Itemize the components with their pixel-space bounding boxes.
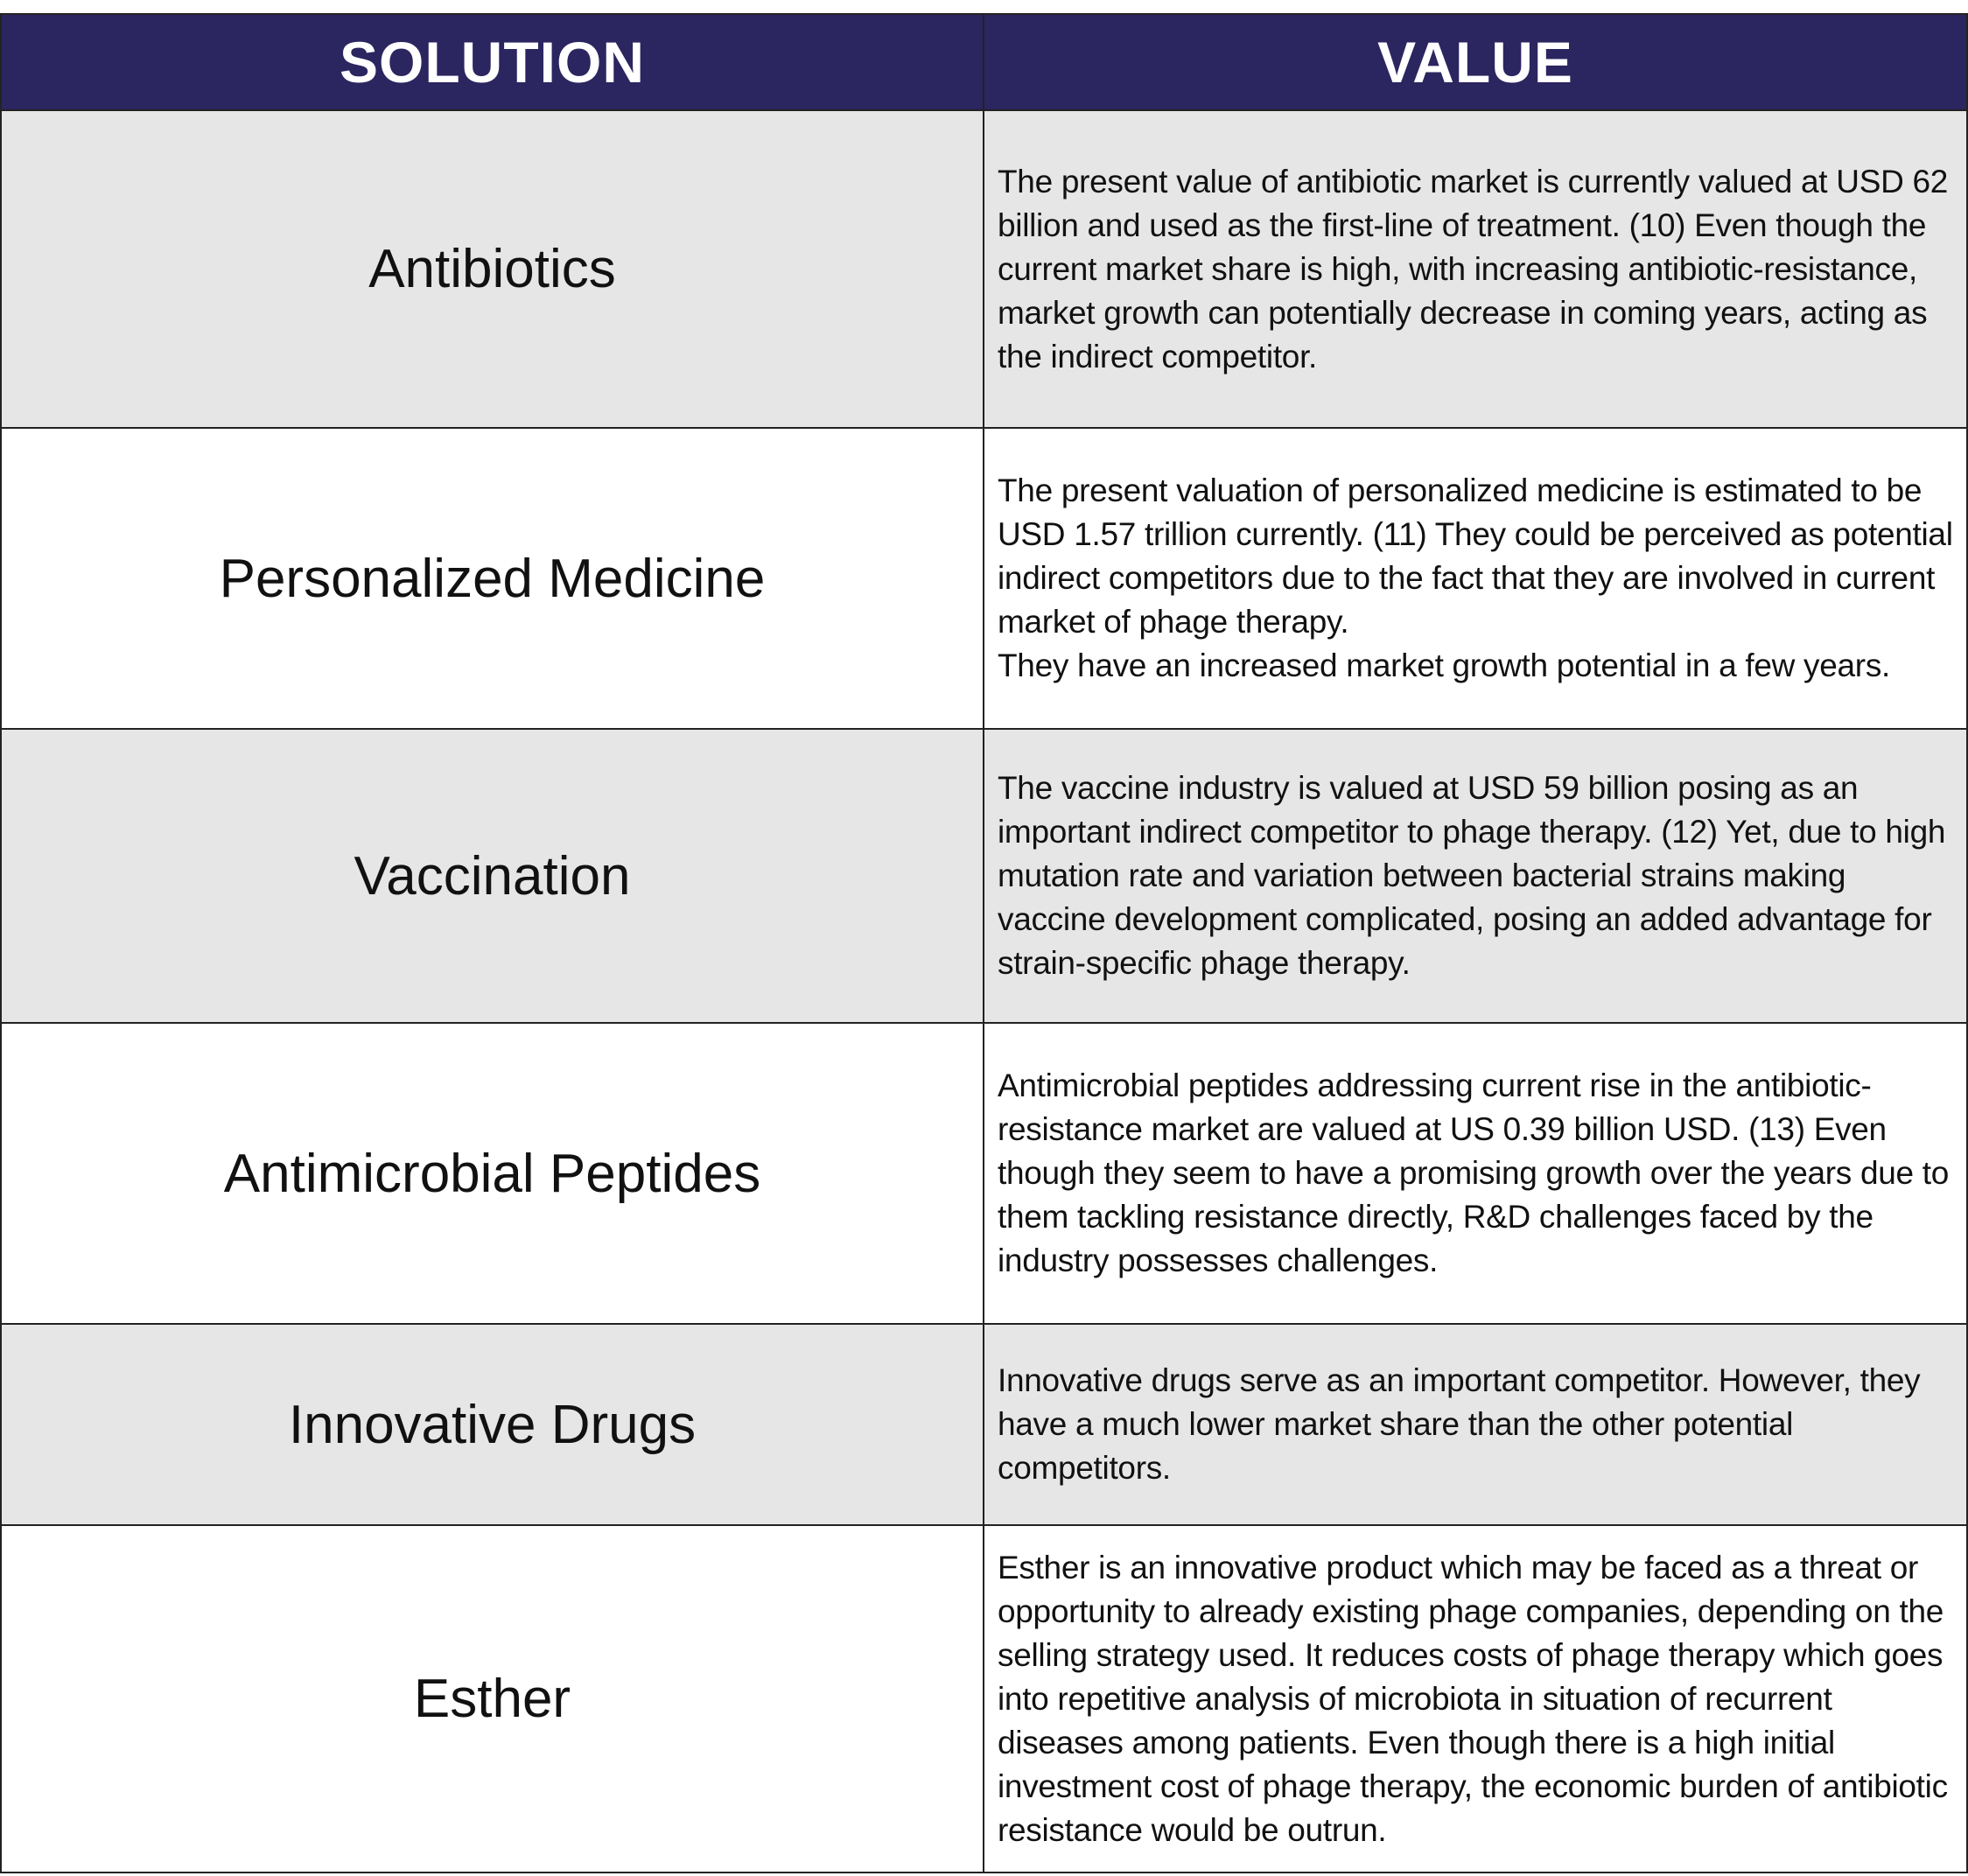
solution-cell: Personalized Medicine xyxy=(1,428,984,729)
value-cell: The present value of antibiotic market is currently valued at USD 62 billion and used as the first-line of treatment. (10) Even though the current market share is high, with increasing antibiotic-resistance, market growth can potentially decrease in coming years, acting as the indirect competitor. xyxy=(984,110,1967,428)
solution-cell: Esther xyxy=(1,1525,984,1872)
table-row xyxy=(1,428,1967,729)
value-column-header: VALUE xyxy=(984,14,1967,110)
table-row xyxy=(1,1324,1967,1525)
table-row xyxy=(1,1023,1967,1324)
value-cell: Innovative drugs serve as an important competitor. However, they have a much lower market share than the other potential competitors. xyxy=(984,1324,1967,1525)
solution-cell: Vaccination xyxy=(1,729,984,1023)
table-row xyxy=(1,1525,1967,1872)
header-row xyxy=(1,14,1967,110)
table-row xyxy=(1,729,1967,1023)
solution-cell: Antimicrobial Peptides xyxy=(1,1023,984,1324)
value-cell: The present valuation of personalized medicine is estimated to be USD 1.57 trillion currently. (11) They could be perceived as potential indirect competitors due to the fact that they are involved in current market of phage therapy. They have an increased market growth potential in a few years. xyxy=(984,428,1967,729)
value-cell: Esther is an innovative product which may be faced as a threat or opportunity to already existing phage companies, depending on the selling strategy used. It reduces costs of phage therapy which goes into repetitive analysis of microbiota in situation of recurrent diseases among patients. Even though there is a high initial investment cost of phage therapy, the economic burden of antibiotic resistance would be outrun. xyxy=(984,1525,1967,1872)
solution-cell: Antibiotics xyxy=(1,110,984,428)
table-row xyxy=(1,110,1967,428)
value-cell: The vaccine industry is valued at USD 59 billion posing as an important indirect competitor to phage therapy. (12) Yet, due to high mutation rate and variation between bacterial strains making vaccine development complicated, posing an added advantage for strain-specific phage therapy. xyxy=(984,729,1967,1023)
solution-cell: Innovative Drugs xyxy=(1,1324,984,1525)
value-cell: Antimicrobial peptides addressing current rise in the antibiotic-resistance market are valued at US 0.39 billion USD. (13) Even though they seem to have a promising growth over the years due to them tackling resistance directly, R&D challenges faced by the industry possesses challenges. xyxy=(984,1023,1967,1324)
solution-column-header: SOLUTION xyxy=(1,14,984,110)
comparison-table xyxy=(0,13,1968,1873)
